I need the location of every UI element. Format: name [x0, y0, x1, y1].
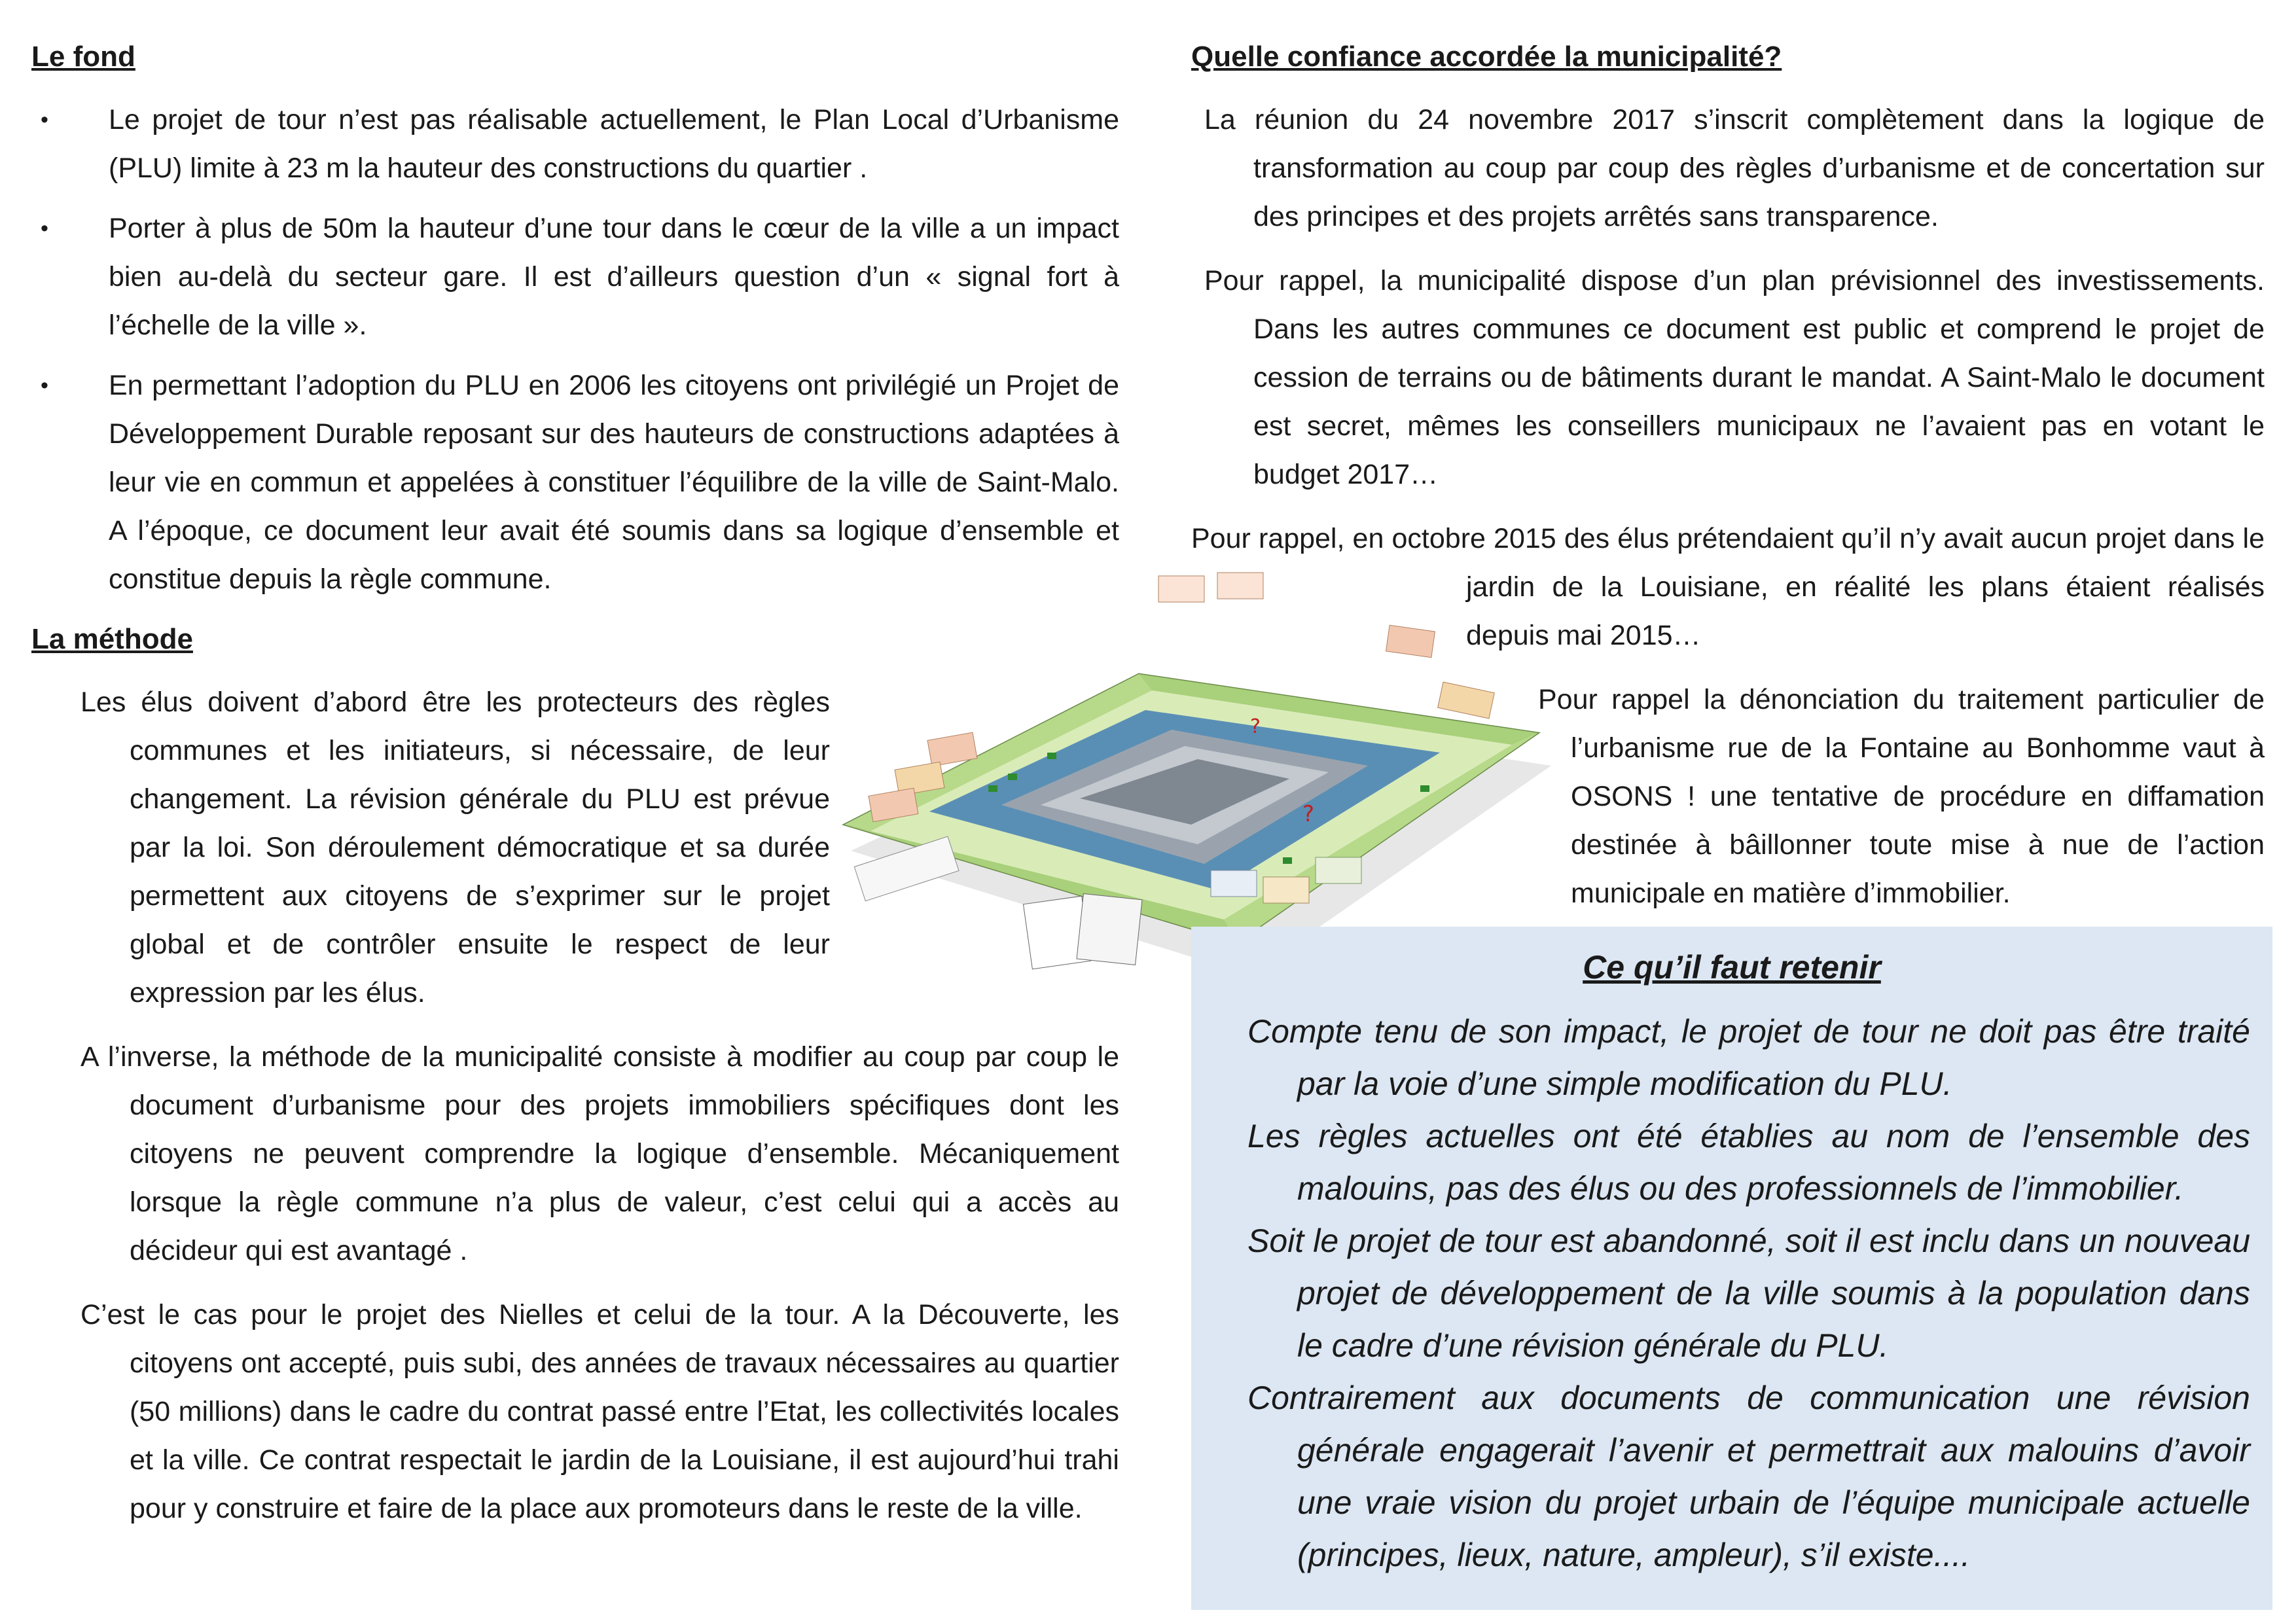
confiance-paragraph: Pour rappel la dénonciation du traitement particulier de l’urbanisme rue de la Fontaine au Bonhomme vaut à OSONS ! une tentative de procédure en diffamation destinée à bâillonner toute mise à nue de l’action municipale en matière d’immobilier. [1538, 684, 2265, 909]
summary-paragraph: Contrairement aux documents de communication une révision générale engagerait l’avenir et permettrait aux malouins d’avoir une vraie vision du projet urbain de l’équipe municipale actuelle (principes, lieux, nature, ampleur), s’il existe.... [1247, 1380, 2250, 1573]
confiance-paragraph: Pour rappel, en octobre 2015 des élus prétendaient qu’il n’y avait aucun projet dans le jardin de la Louisiane, en réalité les plans étaient réalisés depuis mai 2015… [1191, 523, 2265, 651]
bullet-icon: • [41, 107, 48, 132]
list-item [31, 96, 1119, 192]
summary-paragraph: Les règles actuelles ont été établies au nom de l’ensemble des malouins, pas des élus ou des professionnels de l’immobilier. [1247, 1118, 2250, 1207]
bullet-icon: • [41, 373, 48, 398]
summary-paragraph: Soit le projet de tour est abandonné, soit il est inclu dans un nouveau projet de développement de la ville soumis à la population dans le cadre d’une révision générale du PLU. [1247, 1222, 2250, 1364]
board-illustration [831, 569, 1571, 988]
list-item [31, 204, 1119, 349]
heading-confiance: Quelle confiance accordée la municipalité? [1191, 41, 1782, 73]
heading-la-methode: La méthode [31, 623, 193, 655]
bullet-text: Le projet de tour n’est pas réalisable actuellement, le Plan Local d’Urbanisme (PLU) limite à 23 m la hauteur des constructions du quartier . [109, 104, 1119, 184]
svg-text:?: ? [1250, 715, 1261, 738]
confiance-paragraph: Pour rappel, la municipalité dispose d’un plan prévisionnel des investissements. Dans les autres communes ce document est public et comprend le projet de cession de terrains ou de bâtiments durant le mandat. A Saint-Malo le document est secret, mêmes les conseillers municipaux ne l’avaient pas en votant le budget 2017… [1204, 265, 2265, 490]
summary-paragraph: Compte tenu de son impact, le projet de tour ne doit pas être traité par la voie d’une simple modification du PLU. [1247, 1013, 2250, 1102]
monopoly-board-image [831, 569, 1571, 988]
summary-box [1191, 927, 2272, 1610]
summary-title: Ce qu’il faut retenir [1583, 949, 1881, 986]
bullet-text: Porter à plus de 50m la hauteur d’une tour dans le cœur de la ville a un impact bien au-delà du secteur gare. Il est d’ailleurs question d’un « signal fort à l’échelle de la ville ». [109, 213, 1119, 341]
confiance-paragraph: La réunion du 24 novembre 2017 s’inscrit complètement dans la logique de transformation au coup par coup des règles d’urbanisme et de concertation sur des principes et des projets arrêtés sans transparence. [1204, 104, 2265, 232]
svg-text:?: ? [1302, 801, 1315, 827]
bullet-text: En permettant l’adoption du PLU en 2006 les citoyens ont privilégié un Projet de Développement Durable reposant sur des hauteurs de constructions adaptées à leur vie en commun et appelées à constituer l’équilibre de la ville de Saint-Malo. A l’époque, ce document leur avait été soumis dans sa logique d’ensemble et constitue depuis la règle commune. [109, 370, 1119, 595]
methode-paragraph: Les élus doivent d’abord être les protecteurs des règles communes et les initiateurs, si nécessaire, de leur changement. La révision générale du PLU est prévue par la loi. Son déroulement démocratique et sa durée permettent aux citoyens de s’exprimer sur le projet global et de contrôler ensuite le respect de leur expression par les élus. [81, 687, 830, 1008]
methode-paragraph: C’est le cas pour le projet des Nielles et celui de la tour. A la Découverte, les citoyens ont accepté, puis subi, des années de travaux nécessaires au quartier (50 millions) dans le cadre du contrat passé entre l’Etat, les collectivités locales et la ville. Ce contrat respectait le jardin de la Louisiane, il est aujourd’hui trahi pour y construire et faire de la place aux promoteurs dans le reste de la ville. [81, 1299, 1119, 1524]
heading-le-fond: Le fond [31, 41, 135, 73]
fond-bullet-list [31, 96, 1119, 603]
bullet-icon: • [41, 216, 48, 241]
list-item [31, 361, 1119, 603]
methode-paragraph: A l’inverse, la méthode de la municipalité consiste à modifier au coup par coup le document d’urbanisme pour des projets immobiliers spécifiques dont les citoyens ne peuvent comprendre la logique d’ensemble. Mécaniquement lorsque la règle commune n’a plus de valeur, c’est celui qui a accès au décideur qui est avantagé . [81, 1041, 1119, 1266]
